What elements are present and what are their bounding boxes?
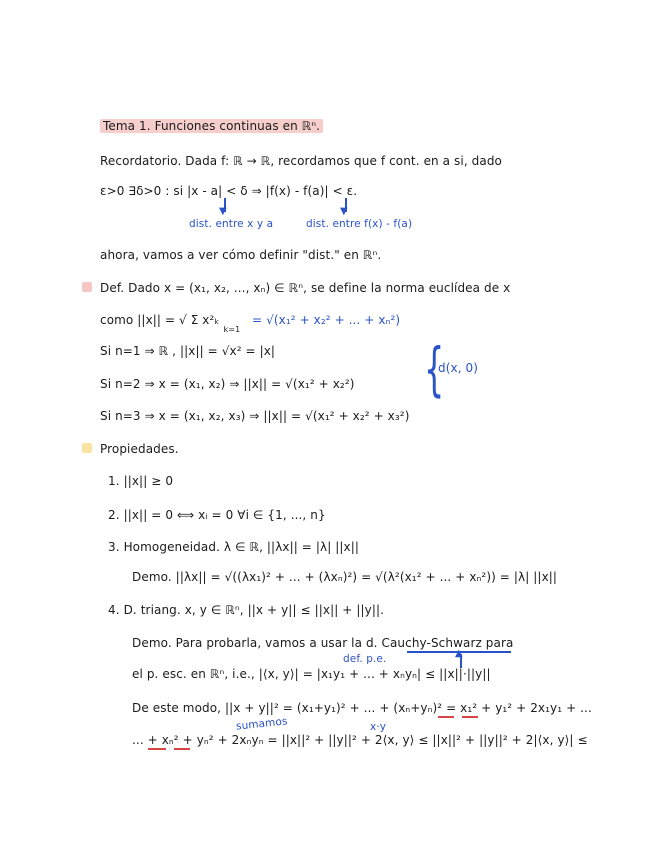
arrow-head-left: ▼ <box>219 206 227 217</box>
property-4-demo-3: De este modo, ||x + y||² = (x₁+y₁)² + ... + (xₙ+yₙ)² = x₁² + y₁² + 2x₁y₁ + ... <box>132 701 592 715</box>
underline-y1-sq <box>462 716 478 718</box>
def-norm-expansion: = √(x₁² + x₂² + ... + xₙ²) <box>252 313 401 327</box>
case-n1: Si n=1 ⇒ ℝ , ||x|| = √x² = |x| <box>100 344 276 358</box>
underline-xn-sq <box>148 748 166 750</box>
recordatorio-line-1: Recordatorio. Dada f: ℝ → ℝ, recordamos que f cont. en a si, dado <box>100 154 502 168</box>
property-4-demo-4: ... + xₙ² + yₙ² + 2xₙyₙ = ||x||² + ||y||² + 2⟨x, y⟩ ≤ ||x||² + ||y||² + 2|⟨x, y⟩| ≤ <box>132 733 588 747</box>
note-dist-x-a: dist. entre x y a <box>189 218 274 230</box>
brace-note-distance: d(x, 0) <box>438 361 479 375</box>
property-3: 3. Homogeneidad. λ ∈ ℝ, ||λx|| = |λ| ||x|| <box>108 540 360 554</box>
bullet-propiedades <box>82 443 92 453</box>
def-norm-formula: como ||x|| = √ Σ x²ₖ <box>100 313 220 327</box>
arrow-head-right: ▼ <box>340 206 348 217</box>
title-highlight: Tema 1. Funciones continuas en ℝⁿ. <box>100 119 323 133</box>
case-n3: Si n=3 ⇒ x = (x₁, x₂, x₃) ⇒ ||x|| = √(x₁² + x₂² + x₃²) <box>100 409 410 423</box>
recordatorio-line-2: ε>0 ∃δ>0 : si |x - a| < δ ⇒ |f(x) - f(a)| < ε. <box>100 184 358 198</box>
note-sumamos: sumamos <box>235 715 289 733</box>
property-1: 1. ||x|| ≥ 0 <box>108 474 174 488</box>
bullet-definition <box>82 282 92 292</box>
def-line-2 <box>100 313 400 337</box>
property-3-demo: Demo. ||λx|| = √((λx₁)² + ... + (λxₙ)²) = √(λ²(x₁² + ... + xₙ²)) = |λ| ||x|| <box>132 570 558 584</box>
underline-yn-sq <box>174 748 190 750</box>
arrow-head-cs: ▲ <box>455 648 463 659</box>
property-4-demo-1: Demo. Para probarla, vamos a usar la d. Cauchy-Schwarz para <box>132 636 514 650</box>
ahora-line: ahora, vamos a ver cómo definir "dist." en ℝⁿ. <box>100 248 382 262</box>
property-2: 2. ||x|| = 0 ⟺ xᵢ = 0 ∀i ∈ {1, ..., n} <box>108 508 326 522</box>
property-4: 4. D. triang. x, y ∈ ℝⁿ, ||x + y|| ≤ ||x|| + ||y||. <box>108 603 385 617</box>
property-4-demo-2: el p. esc. en ℝⁿ, i.e., |⟨x, y⟩| = |x₁y₁ + ... + xₙyₙ| ≤ ||x||·||y|| <box>132 667 491 681</box>
page-title <box>100 119 323 134</box>
sum-lower-index: k=1 <box>223 325 241 334</box>
underline-x1-sq <box>438 716 454 718</box>
case-n2: Si n=2 ⇒ x = (x₁, x₂) ⇒ ||x|| = √(x₁² + x₂²) <box>100 377 355 391</box>
def-line-1: Def. Dado x = (x₁, x₂, ..., xₙ) ∈ ℝⁿ, se define la norma euclídea de x <box>100 281 511 295</box>
note-dist-fx-fa: dist. entre f(x) - f(a) <box>306 218 413 230</box>
curly-brace: { <box>424 335 445 403</box>
propiedades-heading: Propiedades. <box>100 442 179 456</box>
note-xy: x·y <box>370 721 387 733</box>
note-def-pe: def. p.e. <box>343 653 387 665</box>
